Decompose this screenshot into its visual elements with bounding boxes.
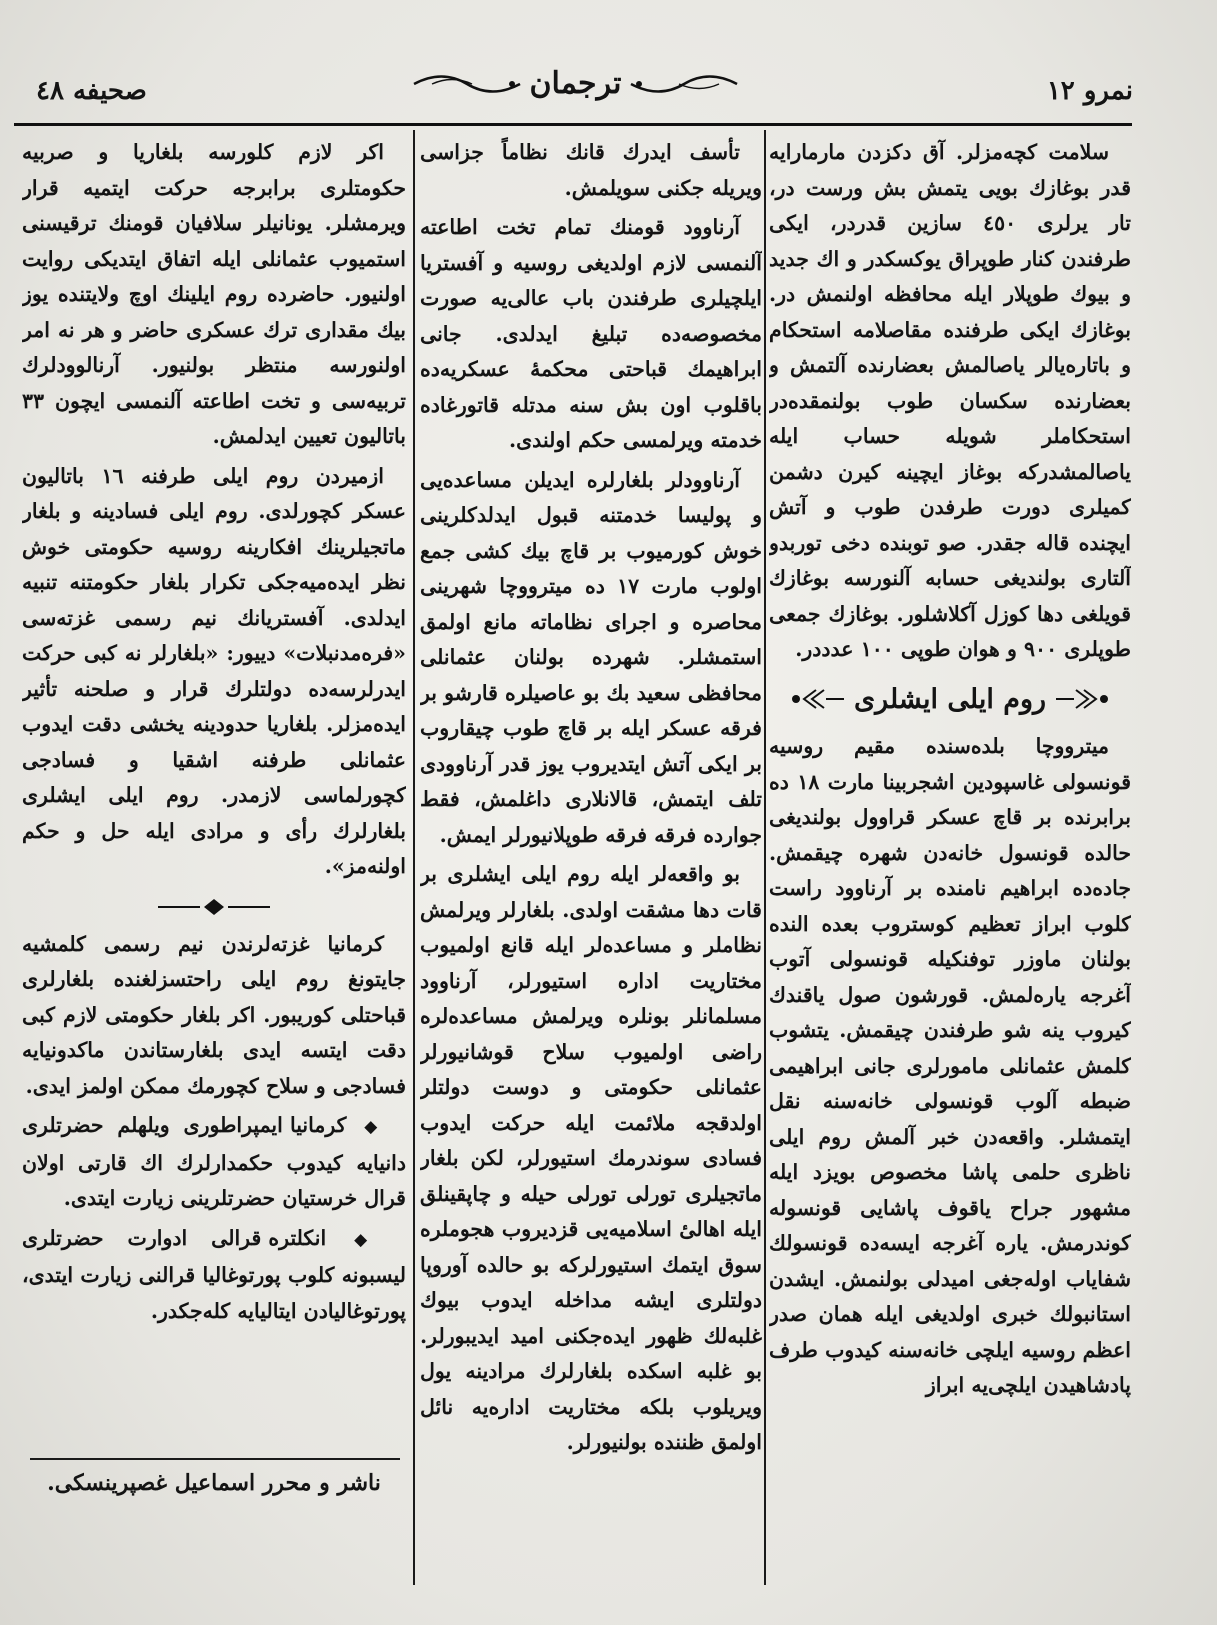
page-header xyxy=(18,62,1133,122)
left-column xyxy=(22,135,406,1580)
signature-rule xyxy=(30,1458,400,1460)
article-paragraph: آرناوودلر بلغارلره ایدیلن مساعده‌یی و پولیسا خدمتنه قبول ایدلدکلرینی خوش کورمیوب بر قاچ بیك کشی جمع اولوب مارت ١٧ ده میترووچا شهرینی محاصره و اجرای نظاماته مانع اولمق استمشلر. شهرده بولنان عثمانلی محافظی سعید بك بو عاصیلره قارشو بر فرقه عسکر ایله بر قاچ طوب چیقاروب بر ایکی آتش ایتدیروب یوز قدر آرناوودی تلف ایتمش، قالانلاری داغلمش، فقط جوارده فرقه فرقه طوپلانیورلر ایمش. xyxy=(420,467,762,847)
diamond-bullet-icon: ◆ xyxy=(364,1117,384,1137)
news-item xyxy=(22,1108,406,1217)
column-divider xyxy=(413,130,415,1585)
article-paragraph: اکر لازم کلورسه بلغاریا و صربیه حکومتلری برابرجه حرکت ایتمیه قرار ویرمشلر. یونانیلر سلافیان قومنك ترقیسنی استمیوب عثمانلی ایله اتفاق ایتدیکی روایت اولنیور. حاضرده روم ایلینك اوچ ولایتنده یوز بیك مقداری ترك عسکری حاضر و هر نه امر اولنورسه منتظر بولنیور. آرنالوودلرك تربیه‌سی و تخت اطاعته آلنمسی ایچون ٣٣ باتالیون تعیین ایدلمش. xyxy=(22,140,406,448)
publisher-signature: ناشر و محرر اسماعیل غصپرینسکی. xyxy=(47,1470,381,1496)
news-item-text: انکلتره قرالی ادوارت حضرتلری لیسبونه کلوب پورتوغالیا قرالنی زیارت ایتدی، پورتوغالیادن ایتالیایه کله‌جکدر. xyxy=(22,1225,406,1323)
section-heading xyxy=(769,682,1131,718)
article-paragraph: سلامت کچه‌مزلر. آق دکزدن مارمارایه قدر بوغازك بویی یتمش بش ورست در، تار یرلری ٤٥٠ سازین قدردر، ایکی طرفندن کنار طوپراق یوکسکدر و اك جدید و بیوك طوپلار ایله محافظه اولنمش در. بوغازك ایکی طرفنده مقاصلامه استحکام و باتاره‌یالر یاصالمش بعضارنده آلتمش و بعضارنده سکسان طوب بولنمقده‌در استحکاملر شویله حساب ایله یاصالمشدرکه بوغاز ایچینه کیرن دشمن کمیلری دورت طرفدن طوب و آتش ایچنده قاله جقدر. صو توبنده دخی توربدو آلتاری بولندیغی حسابه آلنورسه بوغازك قویلغی دها کوزل آکلاشلور. بوغازك جمعی طوپلری ٩٠٠ و هوان طوپی ١٠٠ عدددر. xyxy=(769,140,1131,661)
left-flourish-icon xyxy=(412,67,522,101)
diamond-divider-icon xyxy=(154,897,274,917)
diamond-bullet-icon: ◆ xyxy=(354,1229,384,1250)
column-divider xyxy=(764,130,766,1585)
masthead xyxy=(412,66,740,101)
header-rule xyxy=(14,123,1132,126)
newspaper-title: ترجمان xyxy=(529,66,622,101)
article-paragraph: بو واقعه‌لر ایله روم ایلی ایشلری بر قات دها مشقت اولدی. بلغارلر ویرلمش نظاملر و مساعده‌لر ایله قانع اولمیوب مختاریت اداره استیورلر، آرناوود مسلمانلر بونلره ویرلمش مساعده‌لره راضی اولمیوب سلاح قوشانیورلر عثمانلی حکومتی و دوست دولتلر اولدقجه ملائمت ایله حرکت ایدوب فسادی سوندرمك استیورلر، لکن بلغار ماتجیلری تورلی تورلی حیله و چاپقینلق ایله اهالیٔ اسلامیه‌یی قزدیروب هجوملره سوق ایتمك استیورلرکه بو حالده آوروپا دولتلری ایشه مداخله ایدوب بیوك غلبه‌لك ظهور ایده‌جکنی امید ایدیبورلر. بو غلبه اسکده بلغارلرك مرادینه یول ویریلوب بلکه مختاریت اداره‌یه نائل اولمق ظننده بولنیورلر. xyxy=(420,862,762,1454)
heading-ornament-icon xyxy=(1054,686,1114,712)
article-paragraph: آرناوود قومنك تمام تخت اطاعته آلنمسی لازم اولدیغی روسیه و آفستریا ایلچیلری طرفندن باب عالی‌یه صورت مخصوصه‌ده تبلیغ ایدلدی. جانی ابراهیمك قباحتی محکمهٔ عسکریه‌ده باقلوب اون بش سنه مدتله قاتورغاده خدمته ویرلمسی حکم اولندی. xyxy=(420,215,762,452)
article-paragraph: ازمیردن روم ایلی طرفنه ١٦ باتالیون عسکر کچورلدی. روم ایلی فسادینه و بلغار ماتجیلرینك افکارینه روسیه حکومتی خوش نظر ایده‌میه‌جکی تکرار بلغار حکومتنه تنبیه ایدلدی. آفستریانك نیم رسمی غزته‌سی «فره‌مدنبلات» دییور: «بلغارلر نه کبی حرکت ایدرلرسه‌ده دولتلرك قرار و صلحنه تأثیر ایده‌مزلر. بلغاریا حدودینه یخشی دقت ایدوب عثمانلی طرفنه اشقیا و فسادجی کچورلماسی لازمدر. روم ایلی ایشلری بلغارلرك رأی و مرادی ایله حل و حکم اولنه‌مز». xyxy=(22,463,406,878)
middle-column xyxy=(420,135,762,1580)
right-flourish-icon xyxy=(629,67,739,101)
news-item xyxy=(22,1221,406,1330)
right-column xyxy=(769,135,1131,1580)
article-paragraph: میترووچا بلده‌سنده مقیم روسیه قونسولی غاسپودین اشجربینا مارت ١٨ ده برابرنده بر قاچ عسکر قراوول بولندیغی حالده قونسول خانه‌دن شهره چیقمش. جاده‌ده ابراهیم نامنده بر آرناوود راست کلوب ابراز تعظیم کوستروب بعده الندە بولنان ماوزر توفنکیله قونسولی آتوب آغرجه یاره‌لمش. قورشون صول یاقندك کیروب ینه شو طرفندن چیقمش. یتشوب کلمش عثمانلی مامورلری جانی ابراهیمی ضبطه آلوب قونسولی خانه‌سنه نقل ایتمشلر. واقعه‌دن خبر آلمش روم ایلی ناظری حلمی پاشا مخصوص بویزد ایله مشهور جراح یاقوف پاشایی قونسوله کوندرمش. یاره آغرجه ایسه‌ده قونسولك شفایاب اوله‌جغی امیدلی بولنمش. ایشدن استانبولك خبری اولدیغی ایله همان صدر اعظم روسیه ایلچی خانه‌سنه کیدوب طرف پادشاهیدن ایلچی‌یه ابراز xyxy=(769,734,1131,1397)
article-paragraph: تأسف ایدرك قانك نظاماً جزاسی ویریله جکنی سویلمش. xyxy=(420,140,762,200)
heading-ornament-icon xyxy=(786,686,846,712)
section-title: روم ایلی ایشلری xyxy=(853,683,1047,715)
issue-number: نمرو ١٢ xyxy=(1046,76,1133,106)
article-paragraph: کرمانیا غزته‌لرندن نیم رسمی کلمشیه جایتونغ روم ایلی راحتسزلغنده بلغارلری قباحتلی کوریبور. اکر بلغار حکومتی لازم کبی دقت ایتسه ایدی بلغارستاندن ماکدونیایه فسادجی و سلاح کچورمك ممکن اولمز ایدی. xyxy=(22,931,406,1098)
divider-ornament xyxy=(22,897,406,917)
page-number: صحیفه ٤٨ xyxy=(36,76,147,106)
news-item-text: کرمانیا ایمپراطوری ویلهلم حضرتلری دانیایه کیدوب حکمدارلرك اك قارتی اولان قرال خرستیان حضرتلرینی زیارت ایتدی. xyxy=(22,1113,406,1210)
